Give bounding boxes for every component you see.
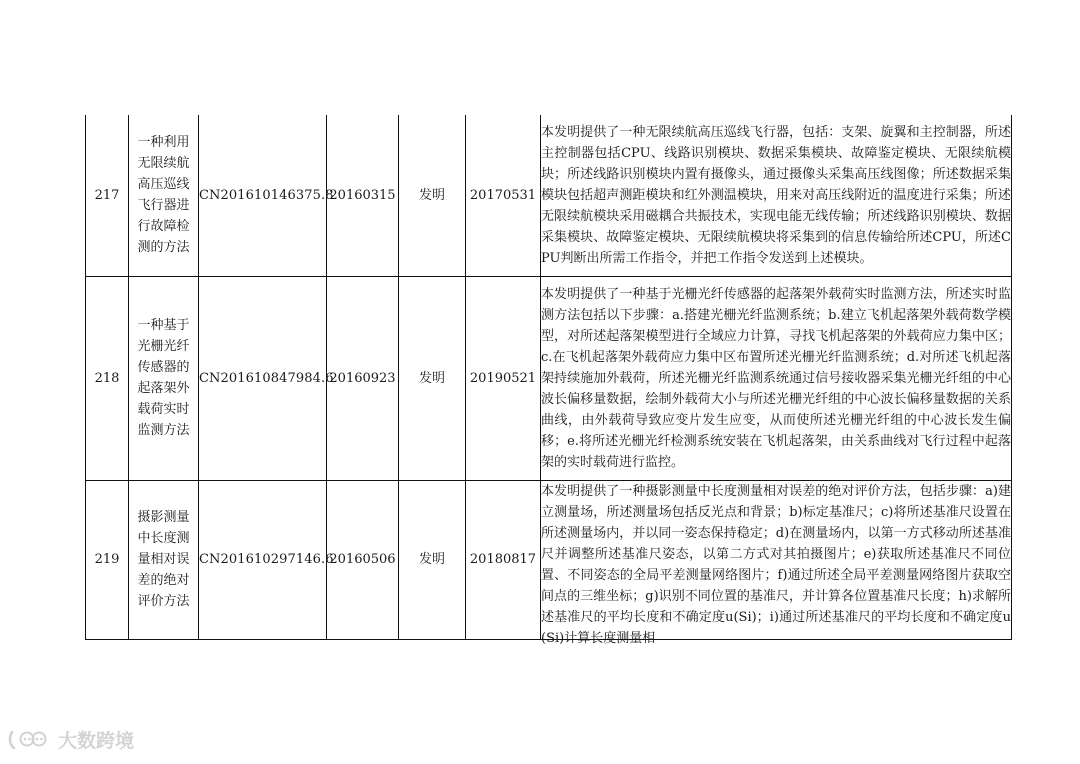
patent-title: 摄影测量中长度测量相对误差的绝对评价方法 <box>129 480 199 639</box>
patent-table <box>85 115 1012 646</box>
grant-date: 20190521 <box>466 276 541 480</box>
patent-type: 发明 <box>399 276 466 480</box>
patent-abstract: 本发明提供了一种摄影测量中长度测量相对误差的绝对评价方法，包括步骤：a)建立测量场，所述测量场包括反光点和背景；b)标定基准尺；c)将所述基准尺设置在所述测量场内，并以同一姿态保持稳定；d)在测量场内，以第一方式移动所述基准尺并调整所述基准尺姿态，以第二方式对其拍摄图片；e)获取所述基准尺不同位置、不同姿态的全局平差测量网络图片；f)通过所述全局平差测量网络图片获取空间点的三维坐标；g)识别不同位置的基准尺，并计算各位置基准尺长度；h)求解所述基准尺的平均长度和不确定度u(Si)；i)通过所述基准尺的平均长度和不确定度u(Si)计算长度测量相 <box>541 480 1012 639</box>
patent-title: 一种利用无限续航高压巡线飞行器进行故障检测的方法 <box>129 115 199 276</box>
filing-date: 20160315 <box>327 115 399 276</box>
filing-date: 20160923 <box>327 276 399 480</box>
row-number: 217 <box>86 115 129 276</box>
filing-date: 20160506 <box>327 480 399 639</box>
application-number: CN201610297146.6 <box>199 480 327 639</box>
patent-abstract: 本发明提供了一种基于光栅光纤传感器的起落架外载荷实时监测方法，所述实时监测方法包括以下步骤：a.搭建光栅光纤监测系统；b.建立飞机起落架外载荷数学模型，对所述起落架模型进行全域应力计算，寻找飞机起落架的外载荷应力集中区；c.在飞机起落架外载荷应力集中区布置所述光栅光纤监测系统；d.对所述飞机起落架持续施加外载荷，所述光栅光纤监测系统通过信号接收器采集光栅光纤组的中心波长偏移量数据，绘制外载荷大小与所述光栅光纤组的中心波长偏移量数据的关系曲线，由外载荷导致应变片发生应变，从而使所述光栅光纤组的中心波长发生偏移；e.将所述光栅光纤检测系统安装在飞机起落架，由关系曲线对飞行过程中起落架的实时载荷进行监控。 <box>541 276 1012 480</box>
grant-date: 20180817 <box>466 480 541 639</box>
row-number: 219 <box>86 480 129 639</box>
wechat-logo-icon <box>8 729 54 751</box>
application-number: CN201610146375.8 <box>199 115 327 276</box>
watermark-text: 大数跨境 <box>58 730 135 752</box>
patent-type: 发明 <box>399 480 466 639</box>
table-row <box>86 115 1012 276</box>
patent-type: 发明 <box>399 115 466 276</box>
application-number: CN201610847984.6 <box>199 276 327 480</box>
patent-title: 一种基于光栅光纤传感器的起落架外载荷实时监测方法 <box>129 276 199 480</box>
row-number: 218 <box>86 276 129 480</box>
table-row <box>86 480 1012 639</box>
table-row <box>86 276 1012 480</box>
watermark <box>8 726 134 753</box>
patent-abstract: 本发明提供了一种无限续航高压巡线飞行器，包括：支架、旋翼和主控制器，所述主控制器包括CPU、线路识别模块、数据采集模块、故障鉴定模块、无限续航模块；所述线路识别模块内置有摄像头，通过摄像头采集高压线图像；所述数据采集模块包括超声测距模块和红外测温模块，用来对高压线附近的温度进行采集；所述无限续航模块采用磁耦合共振技术，实现电能无线传输；所述线路识别模块、数据采集模块、故障鉴定模块、无限续航模块将采集到的信息传输给所述CPU，所述CPU判断出所需工作指令，并把工作指令发送到上述模块。 <box>541 115 1012 276</box>
grant-date: 20170531 <box>466 115 541 276</box>
